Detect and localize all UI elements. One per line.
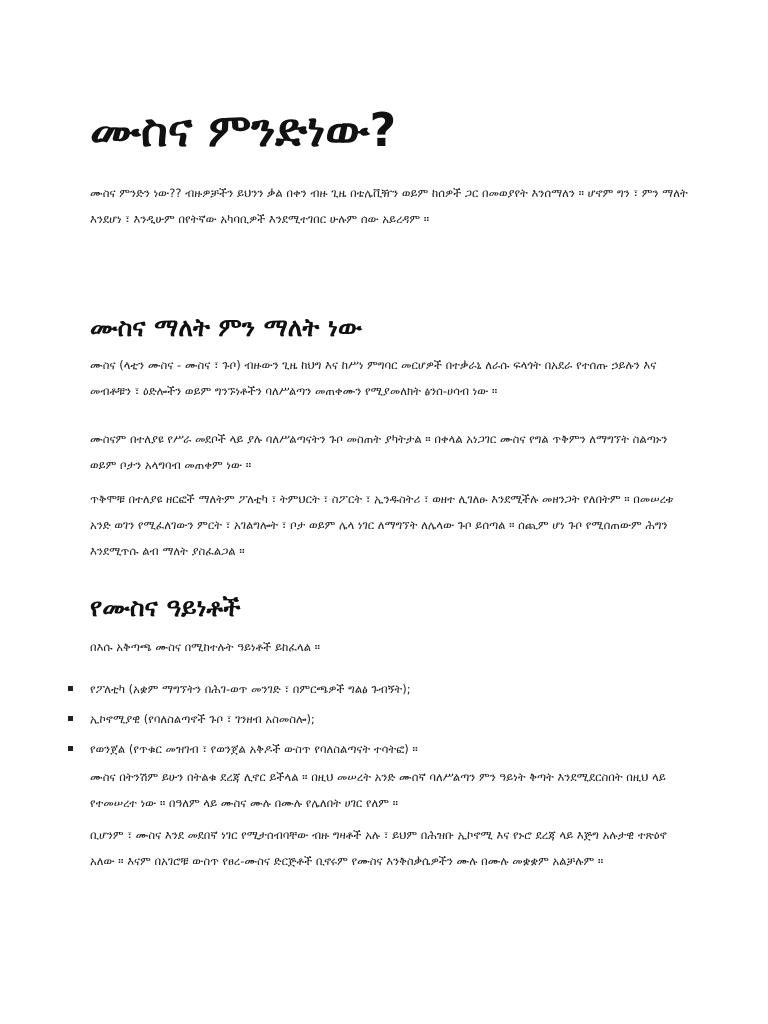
bribery-paragraph: ሙስናም በተለያዩ የሥራ መደቦች ላይ ያሉ ባለሥልጣናትን ጉቦ መስጠት ያካትታል ። በቀላል አነጋገር ሙስና የግል ጥቅምን ለማግኘት ስልጣኑን ወይም ቦታን አላግባብ መጠቀም ነው ። xyxy=(90,432,668,472)
types-list xyxy=(68,676,708,766)
bullet-icon xyxy=(68,716,73,721)
bullet-icon xyxy=(68,746,73,751)
section-heading-types: የሙስና ዓይነቶች xyxy=(90,593,241,622)
list-item xyxy=(68,736,708,766)
scale-paragraph: ሙስና በትንሽም ይሁን በትልቁ ደረጃ ሊኖር ይችላል ። በዚህ መሠረት አንድ ሙሰኛ ባለሥልጣን ምን ዓይነት ቅጣት እንደሚደርስበት በዚህ ላይ የተመሠረተ ነው ። በዓለም ላይ ሙስና ሙሉ በሙሉ የሌለበት ሀገር የለም ። xyxy=(90,770,666,810)
bullet-icon xyxy=(68,686,73,691)
closing-paragraph: ቢሆንም ፣ ሙስና እንደ መደበኛ ነገር የሚታሰብባቸው ብዙ ግዛቶች አሉ ፣ ይህም በሕዝቡ ኢኮኖሚ እና የኑሮ ደረጃ ላይ እጅግ አሉታዊ ተጽዕኖ አለው ። እናም በአገሮቹ ውስጥ የፀረ-ሙስና ድርጅቶች ቢኖሩም የሙስና እንቅስቃሴዎችን ሙሉ በሙሉ መቋቋም አልቻሉም ። xyxy=(90,828,667,868)
definition-paragraph: ሙስና (ላቲን ሙስና - ሙስና ፣ ጉቦ) ብዙውን ጊዜ ከህግ እና ከሥነ ምግባር መርሆዎች በተቃራኒ ለራሱ ፍላጎት በአደራ የተሰጡ ኃይሉን እና መብቶቹን ፣ ዕድሎችን ወይም ግንኙነቶችን ባለሥልጣን መጠቀሙን የሚያመለክት ፅንሰ-ሀሳብ ነው ። xyxy=(90,358,657,398)
types-lead-paragraph: በእሱ አቅጣጫ ሙስና በሚከተሉት ዓይነቶች ይከፈላል ። xyxy=(90,640,321,654)
page-title: ሙስና ምንድነው? xyxy=(90,103,397,157)
section-heading-definition: ሙስና ማለት ምን ማለት ነው xyxy=(90,313,362,342)
intro-paragraph: ሙስና ምንድን ነው?? ብዙዎቻችን ይህንን ቃል በቀን ብዙ ጊዜ በቴሌቪዥን ወይም ከሰዎች ጋር በመወያየት እንሰማለን ። ሆኖም ግን ፣ ምን ማለት እንደሆነ ፣ እንዲሁም በየትኛው አካባቢዎች እንደሚተገበር ሁሉም ሰው አይረዳም ። xyxy=(90,186,688,226)
list-item xyxy=(68,706,708,736)
sectors-paragraph: ጥቅሞቹ በተለያዩ ዘርፎች ማለትም ፖለቲካ ፣ ትምህርት ፣ ስፖርት ፣ ኢንዱስትሪ ፣ ወዘተ ሊገለፁ እንደሚችሉ መዘንጋት የለበትም ። በመሠረቱ አንድ ወገን የሚፈለገውን ምርት ፣ አገልግሎት ፣ ቦታ ወይም ሌላ ነገር ለማግኘት ለሌላው ጉቦ ይሰጣል ። ሰጪም ሆነ ጉቦ የሚሰጠውም ሕግን እንደሚጥሱ ልብ ማለት ያስፈልጋል ። xyxy=(90,492,674,558)
list-item-text: ኢኮኖሚያዊ (የባለስልጣኖች ጉቦ ፣ ገንዘብ አስመስሎ); xyxy=(90,712,315,726)
list-item-text: የወንጀል (የጥቁር መዝገብ ፣ የወንጀል አቅዶች ውስጥ የባለስልጣናት ተሳትፎ) ። xyxy=(90,742,418,756)
list-item-text: የፖለቲካ (አቋም ማግኘትን በሕገ-ወጥ መንገድ ፣ በምርጫዎች ግልፅ ጉብኝት); xyxy=(90,682,411,696)
list-item xyxy=(68,676,708,706)
